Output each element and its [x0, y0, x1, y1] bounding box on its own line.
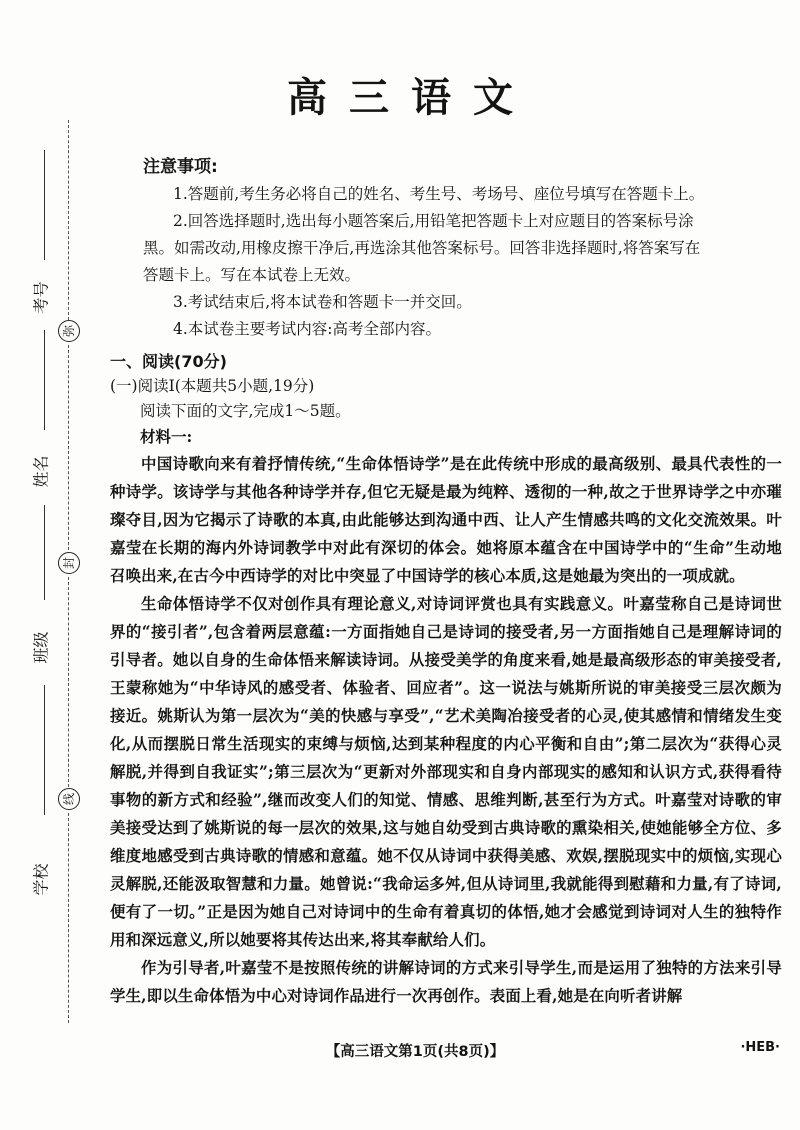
passage-paragraph: 作为引导者,叶嘉莹不是按照传统的讲解诗词的方式来引导学生,而是运用了独特的方法来引导学生,即以生命体悟为中心对诗词作品进行一次再创作。表面上看,她是在向听者讲解 [110, 959, 782, 1005]
seal-dash-line [68, 577, 69, 787]
binding-label-name: 姓名 [31, 455, 51, 488]
binding-line [44, 150, 45, 260]
seal-mark-feng: 封 [58, 552, 80, 574]
note-item: 2.回答选择题时,选出每小题答案后,用铅笔把答题卡上对应题目的答案标号涂 [173, 212, 694, 230]
binding-label-class: 班级 [31, 631, 51, 664]
seal-dash-line [68, 813, 69, 1023]
passage-paragraph: 中国诗歌向来有着抒情传统,“生命体悟诗学”是在此传统中形成的最高级别、最具代表性的一种诗学。该诗学与其他各种诗学并存,但它无疑是最为纯粹、透彻的一种,故之于世界诗学之中亦璀璨夺目,因为它揭示了诗歌的本真,由此能够达到沟通中西、让人产生情感共鸣的文化交流效果。叶嘉莹在长期的海内外诗词教学中对此有深切的体会。她将原本蕴含在中国诗学中的“生命”生动地召唤出来,在古今中西诗学的对比中突显了中国诗学的核心本质,这是她最为突出的一项成就。 [110, 455, 782, 585]
reading-section [110, 350, 782, 1010]
subsection-heading: (一)阅读Ⅰ(本题共5小题,19分) [110, 377, 315, 395]
notes-heading: 注意事项: [143, 157, 218, 177]
reading-instruction: 阅读下面的文字,完成1～5题。 [140, 402, 351, 420]
seal-dash-line [68, 345, 69, 550]
note-item: 4.本试卷主要考试内容:高考全部内容。 [173, 320, 442, 338]
binding-line [44, 685, 45, 815]
section-heading: 一、阅读(70分) [110, 352, 227, 371]
binding-label-exam-number: 考号 [31, 281, 51, 314]
seal-mark-mi: 弥 [58, 320, 80, 342]
binding-label-school: 学校 [31, 863, 51, 896]
footer-page-info: 【高三语文第1页(共8页)】 [325, 1044, 505, 1060]
note-item: 3.考试结束后,将本试卷和答题卡一并交回。 [173, 293, 472, 311]
seal-dash-line [68, 120, 69, 320]
note-item-continued: 答题卡上。写在本试卷上无效。 [143, 266, 361, 284]
exam-notes [143, 152, 743, 343]
page-footer [0, 1040, 800, 1064]
material-label: 材料一: [140, 427, 193, 446]
note-item-continued: 黑。如需改动,用橡皮擦干净后,再选涂其他答案标号。回答非选择题时,将答案写在 [143, 239, 701, 257]
binding-line [44, 330, 45, 430]
page-title: 高三语文 [287, 75, 535, 121]
note-item: 1.答题前,考生务必将自己的姓名、考生号、考场号、座位号填写在答题卡上。 [173, 185, 705, 203]
binding-line [44, 505, 45, 600]
passage-paragraph: 生命体悟诗学不仅对创作具有理论意义,对诗词评赏也具有实践意义。叶嘉莹称自己是诗词世界的“接引者”,包含着两层意蕴:一方面指她自己是诗词的接受者,另一方面指她自己是理解诗词的引导者。她以自身的生命体悟来解读诗词。从接受美学的角度来看,她是最高级形态的审美接受者,王蒙称她为“中华诗风的感受者、体验者、回应者”。这一说法与姚斯所说的审美接受三层次颇为接近。姚斯认为第一层次为“美的快感与享受”,“艺术美陶冶接受者的心灵,使其感情和情绪发生变化,从而摆脱日常生活现实的束缚与烦恼,达到某种程度的内心平衡和自由”;第二层次为“获得心灵解脱,并得到自我证实”;第三层次为“更新对外部现实和自身内部现实的感知和认识方式,获得看待事物的新方式和经验”,继而改变人们的知觉、情感、思维判断,甚至行为方式。叶嘉莹对诗歌的审美接受达到了姚斯说的每一层次的效果,这与她自幼受到古典诗歌的熏染相关,使她能够全方位、多维度地感受到古典诗歌的情感和意蕴。她不仅从诗词中获得美感、欢娱,摆脱现实中的烦恼,实现心灵解脱,还能汲取智慧和力量。她曾说:“我命运多舛,但从诗词里,我就能得到慰藉和力量,有了诗词,便有了一切。”正是因为她自己对诗词中的生命有着真切的体悟,她才会感觉到诗词对人生的独特作用和深远意义,所以她要将其传达出来,将其奉献给人们。 [110, 595, 782, 949]
seal-mark-xian: 线 [58, 788, 80, 810]
footer-code: ·HEB· [740, 1040, 780, 1055]
binding-margin [0, 0, 100, 1130]
